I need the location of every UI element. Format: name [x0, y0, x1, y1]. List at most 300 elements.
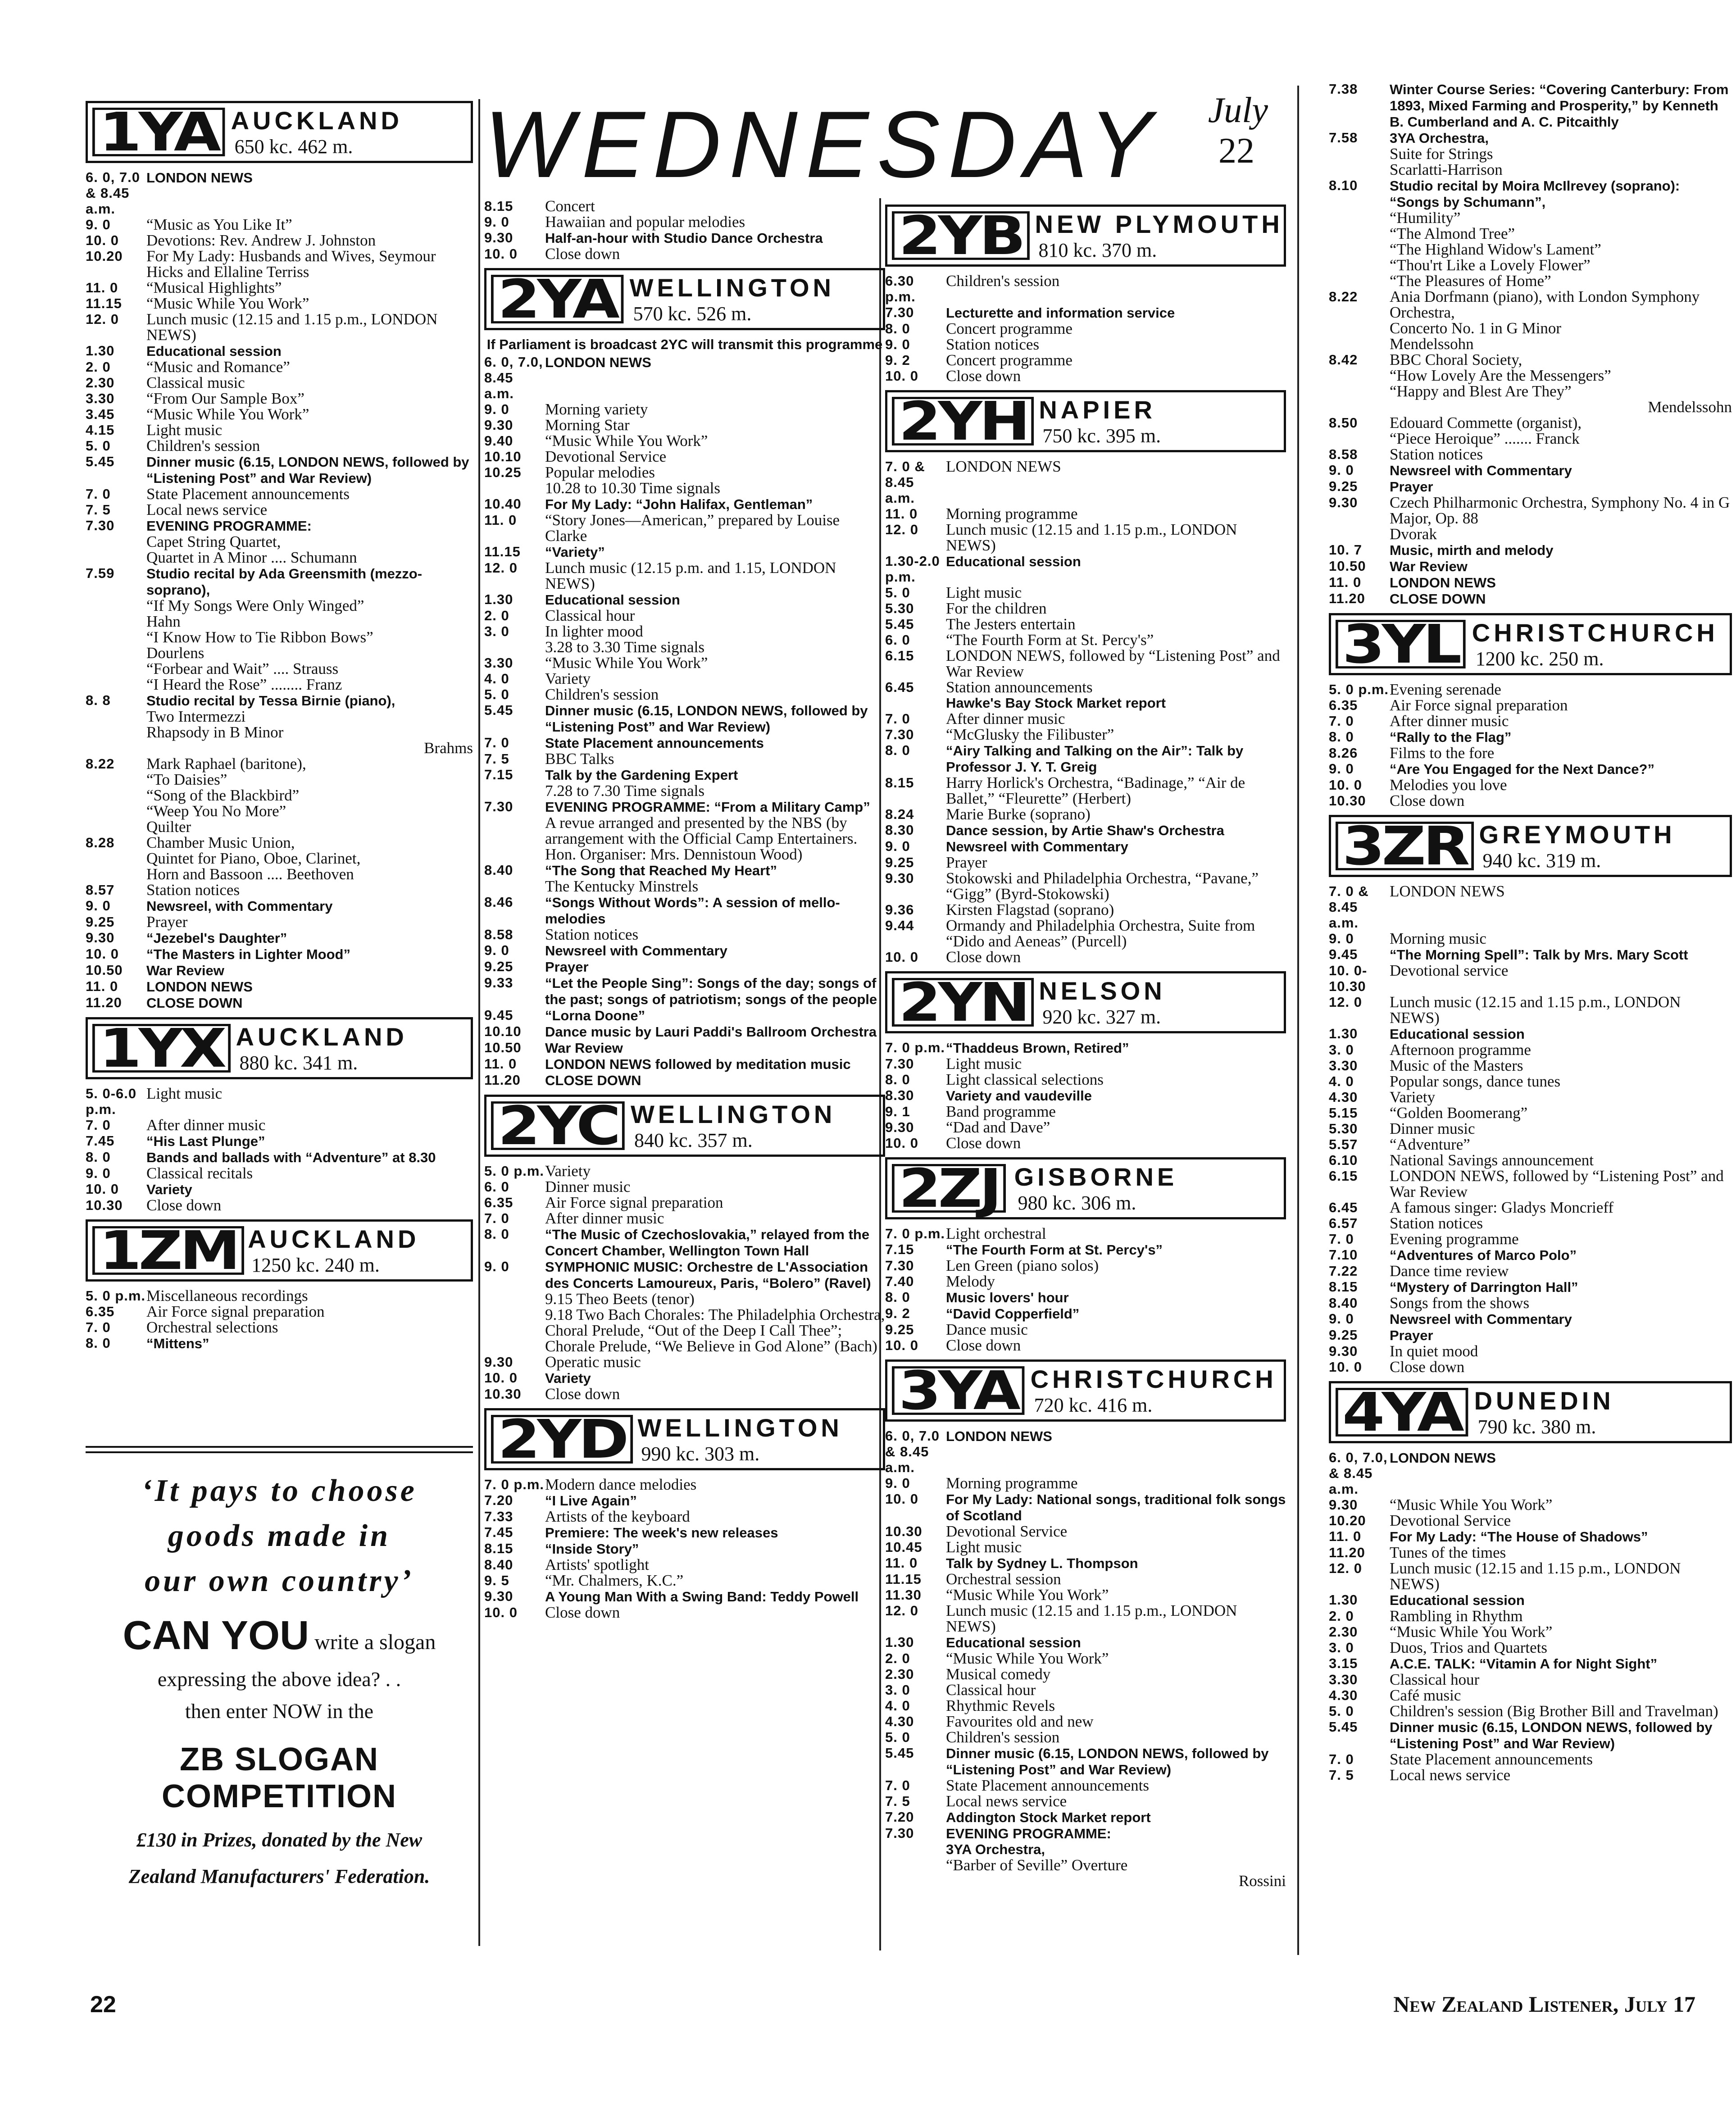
programme-body [946, 1119, 1286, 1135]
programme-title: “Songs Without Words”: A session of mello-melodies [545, 895, 840, 927]
programme-detail: “The Almond Tree” [1390, 225, 1515, 242]
programme-title: For My Lady: National songs, traditional folk songs of Scotland [946, 1491, 1286, 1523]
programme-title: “I Heard the Rose” ........ Franz [146, 676, 342, 693]
programme-entry [86, 995, 473, 1011]
programme-title: Evening programme [1390, 1230, 1519, 1248]
programme-time: 5.30 [1329, 1121, 1358, 1137]
programme-time: 8.28 [86, 835, 115, 850]
station-frequency: 990 kc. 303 m. [641, 1443, 760, 1465]
programme-title: Songs from the shows [1390, 1294, 1530, 1312]
programme-entry [1329, 1279, 1732, 1295]
programme-time: 7.40 [885, 1273, 914, 1289]
programme-entry [885, 742, 1286, 775]
programme-time: 7.30 [86, 518, 115, 533]
programme-detail: Suite for Strings [1390, 145, 1493, 163]
programme-entry [484, 702, 885, 735]
programme-list-2zj [885, 1226, 1286, 1353]
programme-entry [484, 449, 885, 464]
programme-body [1390, 177, 1732, 241]
programme-title: “Music While You Work” [1390, 1623, 1553, 1641]
programme-title: “Music and Romance” [146, 358, 290, 376]
programme-title: “The Highland Widow's Lament” [1390, 241, 1601, 258]
programme-detail: Quintet for Piano, Oboe, Clarinet, [146, 850, 361, 867]
ad-question-rest: write a slogan [314, 1630, 436, 1654]
programme-body [545, 1179, 885, 1195]
programme-body [146, 406, 473, 422]
programme-body [946, 1809, 1286, 1825]
programme-title: Newsreel with Commentary [545, 943, 727, 959]
programme-entry [1329, 130, 1732, 177]
programme-time: 10. 0 [484, 246, 518, 262]
programme-entry [885, 585, 1286, 600]
promo-divider [86, 1451, 473, 1453]
programme-entry [885, 459, 1286, 506]
programme-time: 9.30 [1329, 1497, 1358, 1513]
programme-title: “Weep You No More” [146, 802, 286, 820]
station-header-4ya [1329, 1381, 1732, 1443]
programme-title: Stokowski and Philadelphia Orchestra, “Pavane,” “Gigg” (Byrd-Stokowski) [946, 869, 1259, 903]
programme-title: EVENING PROGRAMME: [146, 518, 312, 534]
programme-entry [86, 914, 473, 930]
programme-entry [885, 838, 1286, 855]
programme-detail: Concerto No. 1 in G Minor [1390, 319, 1562, 337]
programme-entry [1329, 1089, 1732, 1105]
programme-body [946, 336, 1286, 352]
station-frequency: 920 kc. 327 m. [1042, 1006, 1161, 1028]
programme-body [545, 496, 885, 512]
programme-body [545, 417, 885, 433]
programme-time: 5.30 [885, 600, 914, 616]
programme-entry [86, 343, 473, 359]
programme-entry [484, 354, 885, 401]
programme-title: Ormandy and Philadelphia Orchestra, Suite from “Dido and Aeneas” (Purcell) [946, 917, 1255, 950]
programme-body [545, 1163, 885, 1179]
programme-body [946, 1745, 1286, 1778]
programme-body [946, 1714, 1286, 1729]
station-code: 2YC [491, 1101, 625, 1150]
programme-detail: Rossini [1238, 1872, 1286, 1890]
programme-time: 1.30 [86, 343, 115, 359]
programme-time: 9. 0 [1329, 1311, 1354, 1327]
programme-time: 1.30 [1329, 1026, 1358, 1041]
programme-body [545, 767, 885, 799]
programme-body [545, 449, 885, 464]
programme-body [146, 343, 473, 359]
programme-title: A.C.E. TALK: “Vitamin A for Night Sight” [1390, 1656, 1658, 1672]
programme-entry [885, 1745, 1286, 1778]
programme-title: “From Our Sample Box” [146, 390, 304, 407]
programme-body [545, 544, 885, 560]
programme-entry [1329, 1608, 1732, 1624]
programme-title: Light orchestral [946, 1225, 1046, 1242]
promo-divider [86, 1446, 473, 1448]
programme-title: “Thaddeus Brown, Retired” [946, 1040, 1129, 1056]
programme-entry [1329, 682, 1732, 697]
programme-entry [86, 232, 473, 248]
programme-title: “Variety” [545, 544, 605, 560]
programme-detail: A revue arranged and presented by the NBS (by arrangement with the Official Camp Entertainers. Hon. Organiser: Mrs. Dennistoun Wood) [545, 814, 858, 863]
programme-body [545, 214, 885, 230]
programme-entry [484, 512, 885, 544]
programme-entry [484, 433, 885, 449]
programme-title: Lunch music (12.15 and 1.15 p.m., LONDON NEWS) [1390, 1559, 1681, 1593]
programme-body [545, 975, 885, 1007]
programme-title: Local news service [946, 1792, 1067, 1810]
programme-time: 6.57 [1329, 1215, 1358, 1231]
programme-entry [1329, 1327, 1732, 1343]
programme-entry [86, 1319, 473, 1335]
programme-entry [86, 391, 473, 406]
programme-title: “Mystery of Darrington Hall” [1390, 1279, 1578, 1295]
programme-time: 6. 0 [484, 1179, 509, 1195]
programme-time: 8.15 [885, 775, 914, 791]
programme-body [545, 1354, 885, 1370]
programme-body [146, 438, 473, 454]
station-city: NAPIER [1039, 396, 1156, 424]
programme-time: 4.15 [86, 422, 115, 438]
programme-body [1390, 1089, 1732, 1105]
programme-title: For My Lady: “The House of Shadows” [1390, 1529, 1648, 1545]
programme-entry [885, 632, 1286, 648]
programme-time: 5. 0 p.m. [484, 1163, 545, 1179]
programme-time: 3. 0 [1329, 1042, 1354, 1058]
programme-detail: 3.28 to 3.30 Time signals [545, 638, 704, 656]
programme-entry [1329, 1247, 1732, 1263]
programme-body [1390, 591, 1732, 607]
programme-body [1390, 682, 1732, 697]
programme-time: 8.58 [484, 927, 514, 942]
programme-title: Popular melodies [545, 464, 655, 481]
programme-body [146, 692, 473, 740]
programme-time [1329, 241, 1390, 289]
programme-time: 10.50 [484, 1040, 522, 1055]
programme-body [946, 679, 1286, 711]
programme-body [1390, 1311, 1732, 1327]
programme-body [146, 232, 473, 248]
programme-body [946, 1322, 1286, 1337]
programme-time: 5. 0 [1329, 1703, 1354, 1719]
programme-detail: “To Daisies” [146, 771, 227, 788]
programme-body [146, 740, 473, 756]
programme-entry [484, 894, 885, 927]
programme-time: 6. 0, 7.0 & 8.45 a.m. [86, 169, 141, 217]
programme-body [946, 1087, 1286, 1104]
programme-time: 5. 0 [885, 1729, 910, 1745]
programme-title: Air Force signal preparation [1390, 696, 1568, 714]
programme-body [946, 1778, 1286, 1793]
programme-entry [1329, 1545, 1732, 1560]
programme-time: 10.40 [484, 496, 522, 512]
programme-body [1390, 963, 1732, 994]
programme-time: 5. 0 [885, 585, 910, 600]
programme-title: Harry Horlick's Orchestra, “Badinage,” “Air de Ballet,” “Fleurette” (Herbert) [946, 774, 1245, 807]
programme-title: Dinner music (6.15, LONDON NEWS, followed by “Listening Post” and War Review) [946, 1746, 1269, 1778]
station-header-3yl [1329, 613, 1732, 675]
programme-entry [484, 1226, 885, 1259]
programme-time [86, 661, 146, 677]
programme-title: Dinner music (6.15, LONDON NEWS, followed by “Listening Post” and War Review) [146, 454, 469, 486]
programme-body [946, 902, 1286, 918]
programme-time: 9.30 [885, 870, 914, 886]
programme-entry [484, 671, 885, 686]
programme-time: 9.45 [1329, 946, 1358, 962]
programme-title: Prayer [1390, 479, 1433, 495]
programme-body [946, 1682, 1286, 1698]
programme-entry [484, 544, 885, 560]
programme-time: 10. 0 [86, 232, 119, 248]
programme-time: 7.30 [885, 1056, 914, 1072]
programme-time [86, 803, 146, 835]
programme-title: Ania Dorfmann (piano), with London Symphony Orchestra, [1390, 288, 1700, 321]
programme-body [946, 742, 1286, 775]
programme-time: 1.30 [484, 591, 514, 607]
programme-time: 11.20 [1329, 591, 1365, 606]
programme-title: Dance session, by Artie Shaw's Orchestra [946, 823, 1224, 838]
programme-entry [885, 727, 1286, 742]
programme-body [1390, 1513, 1732, 1528]
programme-body [946, 1603, 1286, 1634]
station-header-3ya [885, 1359, 1286, 1422]
programme-list-3zr [1329, 883, 1732, 1375]
programme-body [946, 553, 1286, 585]
programme-body [545, 560, 885, 591]
programme-body [146, 248, 473, 280]
station-city: NEW PLYMOUTH [1035, 210, 1283, 238]
programme-title: Educational session [946, 1635, 1081, 1650]
programme-time: 11.20 [484, 1072, 521, 1088]
programme-body [545, 1195, 885, 1210]
programme-body [946, 711, 1286, 727]
programme-entry [1329, 963, 1732, 994]
programme-title: CLOSE DOWN [545, 1073, 641, 1088]
station-frequency: 650 kc. 462 m. [234, 136, 353, 158]
programme-time: 10.30 [1329, 793, 1366, 809]
programme-time: 7.15 [885, 1241, 914, 1257]
programme-time: 9.30 [1329, 495, 1358, 510]
programme-title: Morning variety [545, 400, 648, 418]
programme-body [946, 632, 1286, 648]
programme-title: After dinner music [946, 710, 1065, 727]
programme-title: EVENING PROGRAMME: [946, 1826, 1111, 1841]
programme-entry [885, 870, 1286, 902]
programme-entry [484, 246, 885, 262]
programme-detail: “Song of the Blackbird” [146, 786, 300, 804]
station-city: AUCKLAND [231, 106, 403, 135]
station-code: 1YA [92, 108, 225, 156]
programme-body [545, 655, 885, 671]
programme-body [946, 1825, 1286, 1873]
programme-body [545, 230, 885, 246]
programme-time: 2.30 [885, 1666, 914, 1682]
programme-time: 7. 0 & 8.45 a.m. [1329, 883, 1369, 931]
programme-title: Musical comedy [946, 1665, 1051, 1683]
programme-time: 5. 0-6.0 p.m. [86, 1086, 137, 1117]
programme-entry [885, 806, 1286, 822]
programme-entry [1329, 1767, 1732, 1783]
programme-body [1390, 1279, 1732, 1295]
programme-entry [484, 608, 885, 623]
programme-time: 7. 0 [1329, 1231, 1354, 1247]
programme-body [946, 616, 1286, 632]
programme-title: State Placement announcements [545, 735, 764, 751]
programme-title: Edouard Commette (organist), [1390, 414, 1582, 432]
programme-entry [885, 1571, 1286, 1587]
programme-time: 5. 0 p.m. [86, 1288, 146, 1304]
programme-title: Music of the Masters [1390, 1057, 1523, 1074]
programme-title: “I Know How to Tie Ribbon Bows” [146, 628, 373, 646]
programme-title: LONDON NEWS, followed by “Listening Post” and War Review [946, 647, 1280, 680]
programme-body [946, 1135, 1286, 1151]
programme-time: 2. 0 [484, 608, 509, 623]
programme-body [545, 686, 885, 702]
station-city: GREYMOUTH [1479, 820, 1676, 849]
programme-body [545, 246, 885, 262]
column-2 [484, 198, 885, 1620]
programme-entry [484, 1040, 885, 1056]
programme-time: 11.15 [885, 1571, 922, 1587]
programme-body [1390, 542, 1732, 558]
programme-entry [484, 417, 885, 433]
programme-entry [885, 1809, 1286, 1825]
programme-time: 7.45 [86, 1133, 115, 1149]
programme-body [545, 1226, 885, 1259]
column-rule [478, 99, 480, 1946]
programme-time: 9. 0 [484, 942, 509, 958]
programme-entry [885, 1258, 1286, 1273]
programme-body [1390, 446, 1732, 462]
programme-entry [484, 1588, 885, 1605]
programme-entry [1329, 793, 1732, 809]
programme-time: 8.42 [1329, 352, 1358, 368]
programme-entry [885, 1682, 1286, 1698]
programme-entry [484, 401, 885, 417]
station-frequency: 720 kc. 416 m. [1034, 1394, 1153, 1416]
programme-body [146, 1197, 473, 1213]
programme-time: 2. 0 [86, 359, 111, 375]
programme-body [545, 1386, 885, 1402]
programme-entry [86, 946, 473, 962]
programme-body [946, 1104, 1286, 1119]
programme-title: “Jezebel's Daughter” [146, 930, 287, 946]
programme-title: After dinner music [146, 1116, 266, 1134]
programme-time: 7.30 [885, 305, 914, 320]
programme-title: Variety and vaudeville [946, 1088, 1092, 1104]
programme-body [946, 1491, 1286, 1523]
programme-time: 8.15 [484, 1541, 514, 1556]
programme-title: CLOSE DOWN [1390, 591, 1486, 607]
station-frequency: 1250 kc. 240 m. [251, 1254, 380, 1276]
programme-title: After dinner music [545, 1209, 664, 1227]
programme-time: 8. 0 [86, 1149, 111, 1165]
programme-body [146, 1304, 473, 1319]
programme-entry [1329, 1105, 1732, 1121]
programme-list-2ya [484, 354, 885, 1088]
station-header-2yd [484, 1408, 885, 1470]
programme-title: “Mr. Chalmers, K.C.” [545, 1572, 684, 1589]
programme-entry [1329, 1073, 1732, 1089]
programme-body [946, 727, 1286, 742]
programme-title: State Placement announcements [1390, 1750, 1593, 1768]
programme-title: Close down [545, 1385, 620, 1403]
programme-time: 11. 0 [86, 978, 118, 994]
programme-title: Marie Burke (soprano) [946, 805, 1091, 823]
programme-body [946, 459, 1286, 506]
page-number: 22 [90, 1991, 116, 2018]
ad-line: expressing the above idea? . . [157, 1668, 401, 1691]
programme-time: 7. 0 [86, 1319, 111, 1335]
station-header-1zm [86, 1219, 473, 1282]
programme-body [1390, 1137, 1732, 1152]
programme-time: 10.30 [885, 1523, 923, 1539]
programme-time: 9.30 [885, 1119, 914, 1135]
programme-title: Music lovers' hour [946, 1290, 1069, 1305]
programme-time: 3. 0 [484, 623, 509, 639]
programme-list-1yx [86, 1086, 473, 1213]
programme-title: Morning programme [946, 1474, 1078, 1492]
date-label: 22 [1218, 131, 1254, 171]
programme-time: 7. 0 p.m. [484, 1477, 545, 1492]
programme-body [946, 368, 1286, 384]
programme-body [1390, 1105, 1732, 1121]
programme-time: 6.45 [1329, 1200, 1358, 1215]
programme-time: 4. 0 [484, 671, 509, 686]
programme-title: Popular songs, dance tunes [1390, 1073, 1561, 1090]
programme-entry [86, 661, 473, 677]
programme-entry [484, 1541, 885, 1557]
programme-time: 9.30 [1329, 1343, 1358, 1359]
programme-time: 8. 0 [885, 321, 910, 336]
programme-time: 7.33 [484, 1509, 514, 1524]
programme-time: 11. 0 [86, 280, 118, 295]
programme-body [1390, 1152, 1732, 1168]
programme-time: 6.35 [484, 1195, 514, 1210]
programme-list-3yl [1329, 682, 1732, 809]
programme-body [1390, 1687, 1732, 1703]
programme-title: Café music [1390, 1687, 1461, 1704]
programme-entry [484, 1056, 885, 1072]
column-3 [885, 198, 1286, 1889]
programme-entry [484, 496, 885, 512]
programme-detail: Dvorak [1390, 525, 1437, 543]
programme-entry [1329, 1058, 1732, 1073]
programme-time: 9. 0 [484, 401, 509, 417]
programme-time: 5.45 [1329, 1719, 1358, 1735]
station-header-2yc [484, 1095, 885, 1157]
programme-detail: Hahn [146, 613, 181, 630]
programme-entry [86, 311, 473, 343]
programme-title: “Music While You Work” [146, 295, 309, 312]
programme-title: Lecturette and information service [946, 305, 1175, 321]
programme-time: 7.58 [1329, 130, 1358, 145]
programme-title: Kirsten Flagstad (soprano) [946, 901, 1114, 918]
ad-headline: ‘It pays to choose [141, 1473, 417, 1508]
programme-time: 5. 0 [484, 686, 509, 702]
programme-entry [1329, 1200, 1732, 1215]
programme-time: 9. 0 [484, 214, 509, 230]
programme-body [946, 870, 1286, 902]
programme-time: 1.30-2.0 p.m. [885, 553, 940, 585]
programme-body [1390, 1073, 1732, 1089]
programme-time: 9.30 [86, 930, 115, 946]
programme-entry [484, 959, 885, 975]
programme-time: 7. 0 & 8.45 a.m. [885, 459, 925, 506]
programme-time: 9. 0 [1329, 931, 1354, 946]
programme-body [1390, 1215, 1732, 1231]
programme-time: 9.30 [484, 1588, 514, 1604]
programme-title: Mark Raphael (baritone), [146, 755, 306, 773]
programme-entry [86, 1086, 473, 1117]
programme-entry [484, 1259, 885, 1354]
